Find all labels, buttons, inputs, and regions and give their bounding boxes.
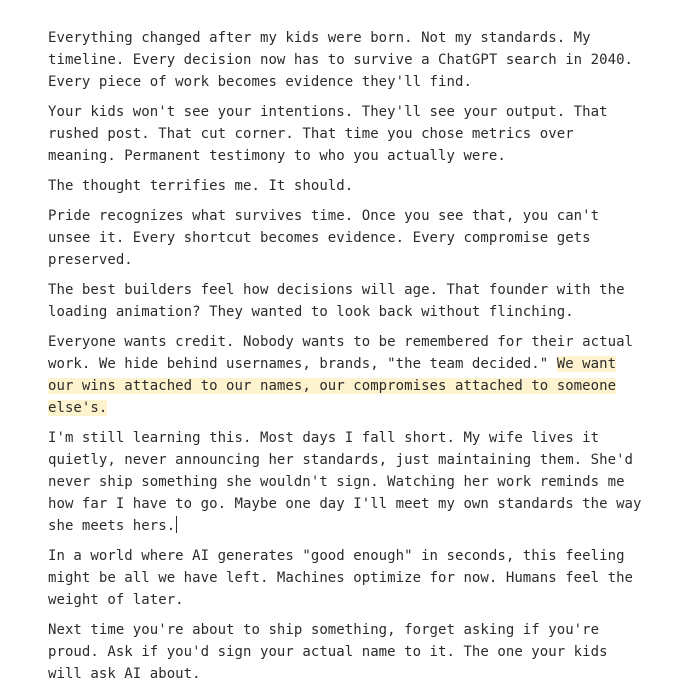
paragraph-kids-born: Everything changed after my kids were born. Not my standards. My timeline. Every decision now has to survive a ChatGPT search in 2040. Every piece of work becomes evidence they'll find.: [48, 30, 634, 90]
paragraph-builders: The best builders feel how decisions will age. That founder with the loading animation? They wanted to look back without flinching.: [48, 282, 625, 320]
learning-text: I'm still learning this. Most days I fall short. My wife lives it quietly, never announcing her standards, just maintaining them. She'd never ship something she wouldn't sign. Watching her work reminds me how far I have to go. Maybe one day I'll meet my own standards the way she meets hers.: [48, 430, 642, 534]
paragraph-next-time: Next time you're about to ship something, forget asking if you're proud. Ask if you'd sign your actual name to it. The one your kids will ask AI about.: [48, 622, 608, 682]
text-cursor: [176, 516, 177, 533]
paragraph-credit: [48, 331, 677, 419]
credit-plain-text: Everyone wants credit. Nobody wants to be remembered for their actual work. We hide behind usernames, brands, "the team decided.": [48, 334, 634, 372]
paragraph-pride: Pride recognizes what survives time. Once you see that, you can't unsee it. Every shortcut becomes evidence. Every compromise gets preserved.: [48, 208, 600, 268]
paragraph-learning: [48, 427, 677, 537]
paragraph-output: Your kids won't see your intentions. They'll see your output. That rushed post. That cut corner. That time you chose metrics over meaning. Permanent testimony to who you actually were.: [48, 104, 608, 164]
highlighted-text[interactable]: We want our wins attached to our names, our compromises attached to someone else's.: [48, 356, 617, 416]
paragraph-terrifies: The thought terrifies me. It should.: [48, 178, 354, 194]
paragraph-ai-world: In a world where AI generates "good enough" in seconds, this feeling might be all we have left. Machines optimize for now. Humans feel the weight of later.: [48, 548, 634, 608]
